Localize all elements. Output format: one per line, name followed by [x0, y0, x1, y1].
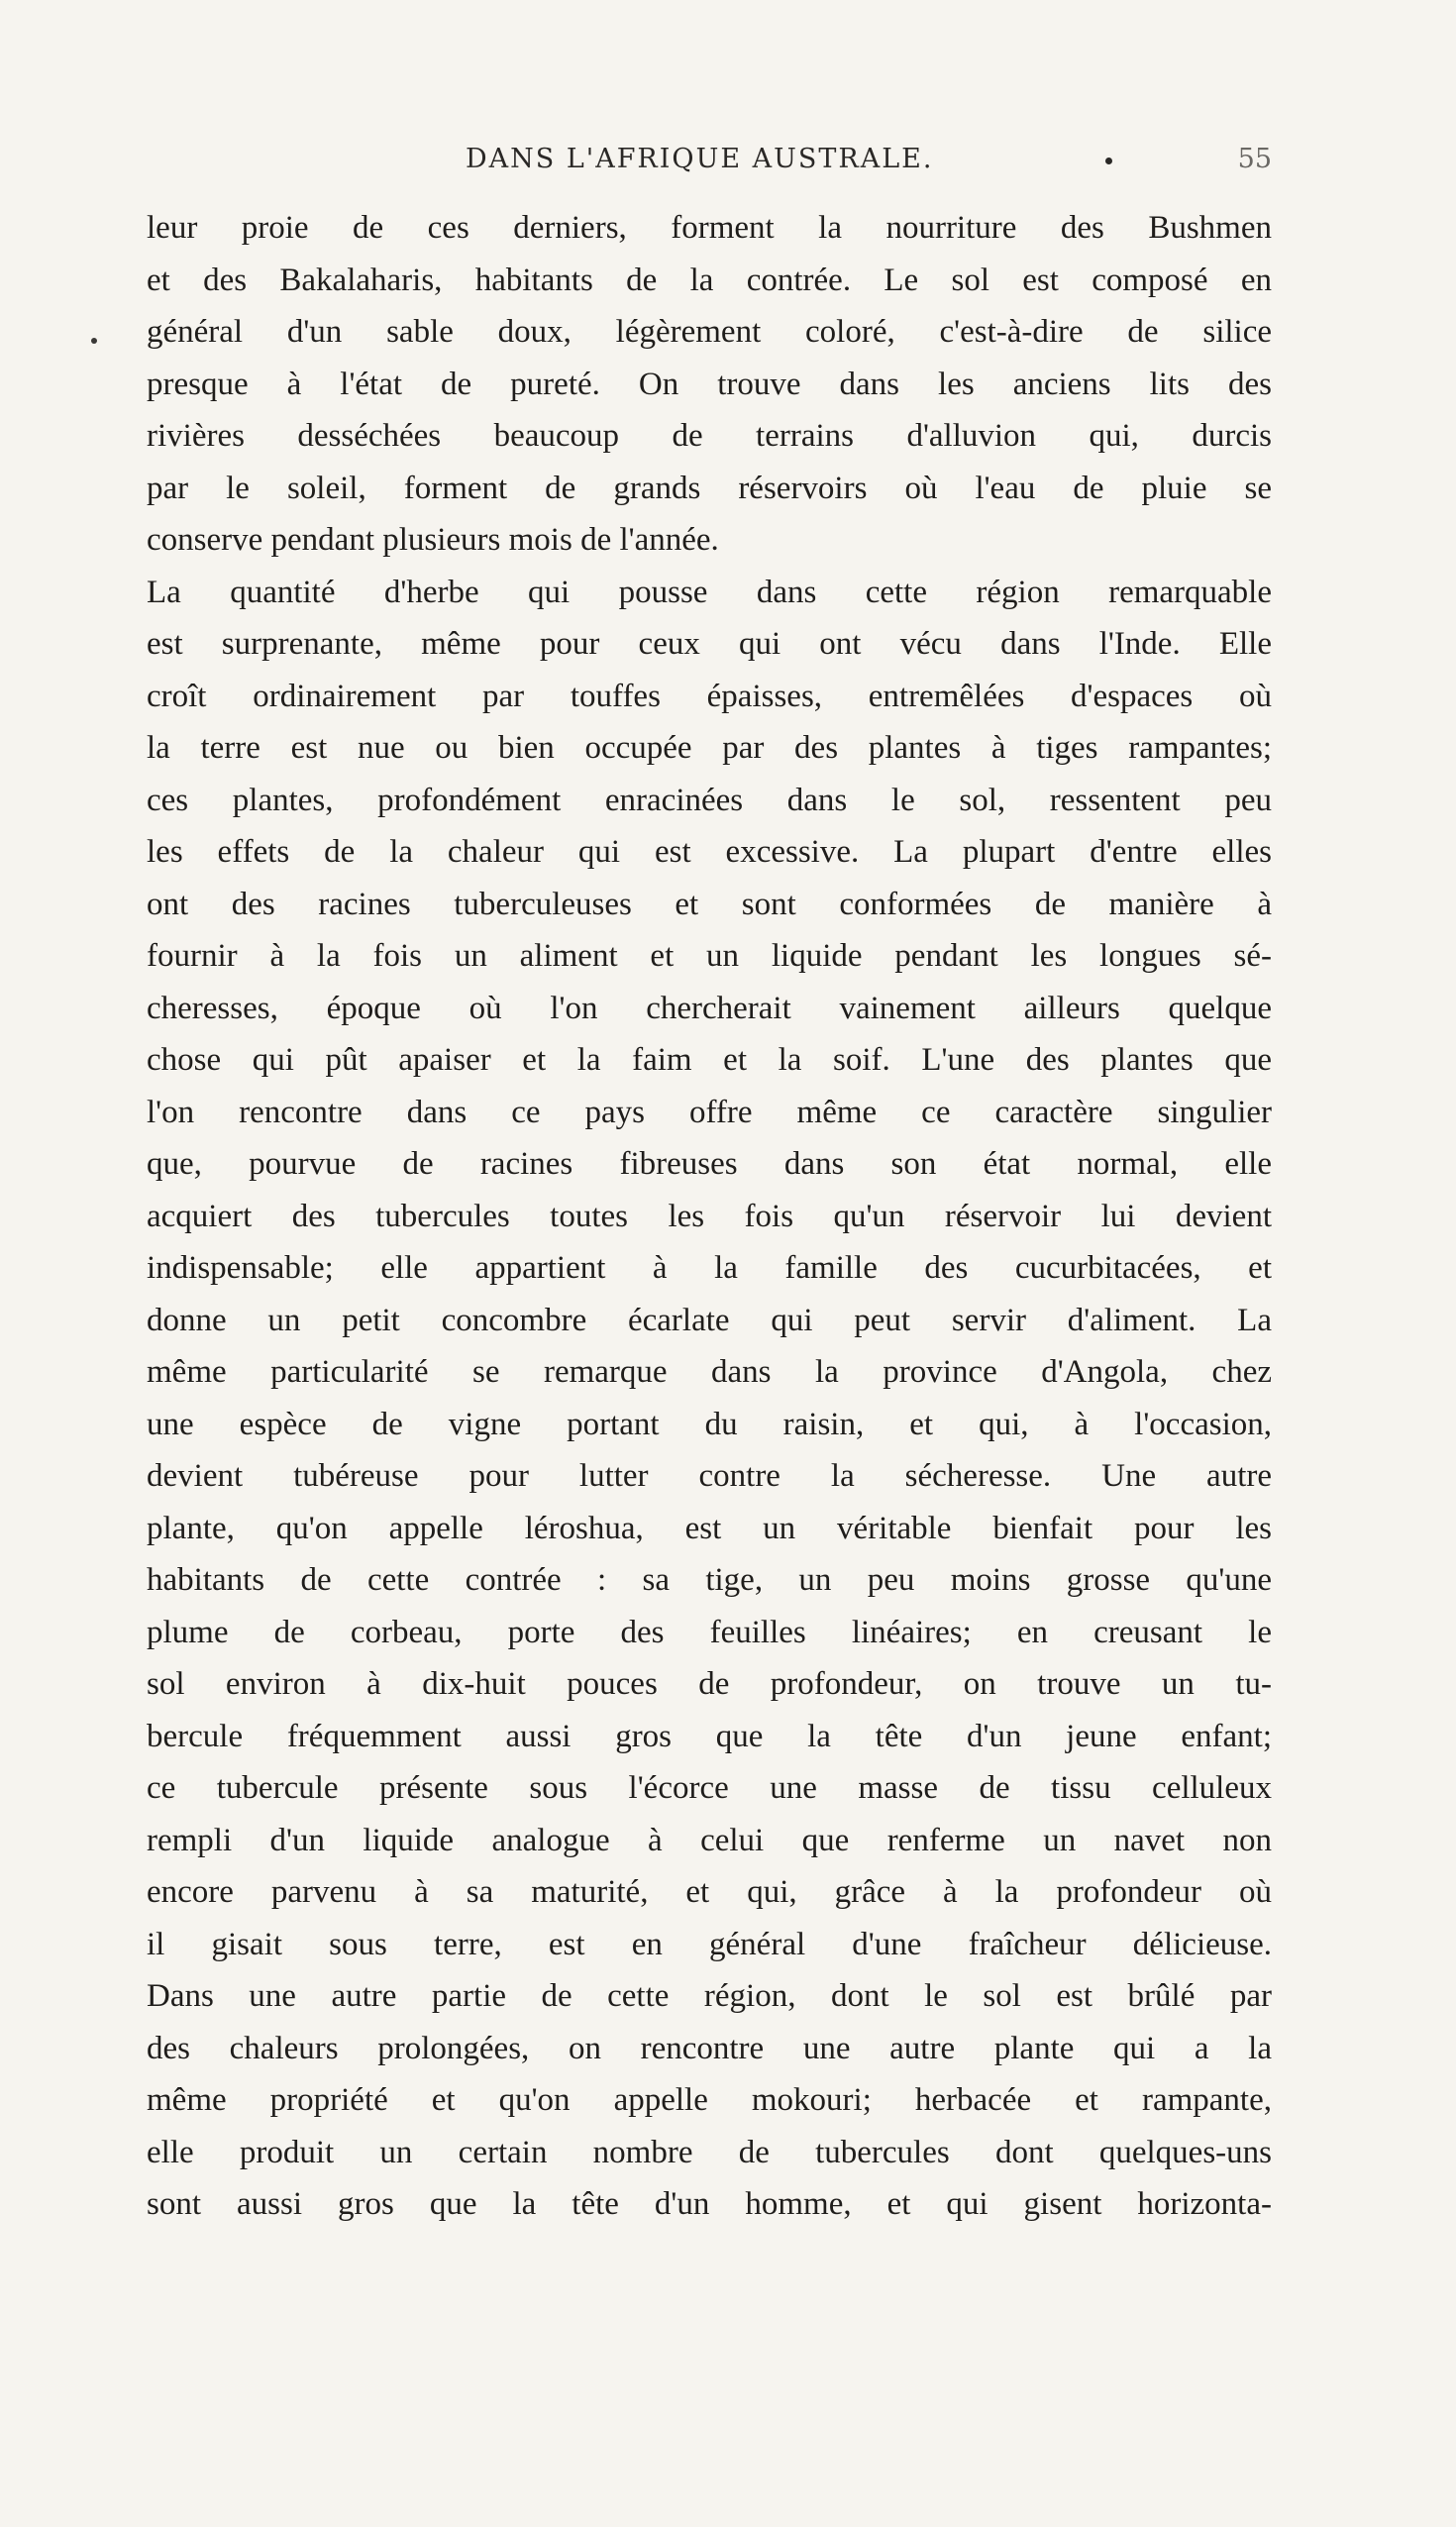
text-line: leur proie de ces derniers, forment la nourriture des Bushmen: [147, 210, 1272, 246]
text-line: chose qui pût apaiser et la faim et la soif. L'une des plantes que: [147, 1042, 1272, 1078]
text-line: que, pourvue de racines fibreuses dans son état normal, elle: [147, 1146, 1272, 1182]
body-text: [147, 202, 1272, 2231]
text-line: sol environ à dix-huit pouces de profondeur, on trouve un tu-: [147, 1666, 1272, 1702]
text-line: fournir à la fois un aliment et un liquide pendant les longues sé-: [147, 938, 1272, 974]
text-line: plume de corbeau, porte des feuilles linéaires; en creusant le: [147, 1614, 1272, 1650]
running-title: DANS L'AFRIQUE AUSTRALE.: [466, 144, 934, 174]
text-line: plante, qu'on appelle léroshua, est un véritable bienfait pour les: [147, 1510, 1272, 1546]
text-line: acquiert des tubercules toutes les fois qu'un réservoir lui devient: [147, 1198, 1272, 1234]
text-line: les effets de la chaleur qui est excessive. La plupart d'entre elles: [147, 834, 1272, 870]
text-line: encore parvenu à sa maturité, et qui, grâce à la profondeur où: [147, 1874, 1272, 1910]
text-line: conserve pendant plusieurs mois de l'année.: [147, 522, 719, 558]
running-head: [147, 144, 1272, 183]
text-line: et des Bakalaharis, habitants de la contrée. Le sol est composé en: [147, 262, 1272, 298]
text-line: Dans une autre partie de cette région, dont le sol est brûlé par: [147, 1978, 1272, 2014]
header-dot-mark: [1105, 158, 1112, 164]
margin-dot-mark: [91, 338, 97, 344]
text-line: il gisait sous terre, est en général d'une fraîcheur délicieuse.: [147, 1926, 1272, 1962]
text-line: est surprenante, même pour ceux qui ont vécu dans l'Inde. Elle: [147, 626, 1272, 662]
text-line: ces plantes, profondément enracinées dans le sol, ressentent peu: [147, 782, 1272, 818]
text-line: général d'un sable doux, légèrement coloré, c'est-à-dire de silice: [147, 314, 1272, 350]
text-line: presque à l'état de pureté. On trouve dans les anciens lits des: [147, 366, 1272, 402]
text-line: l'on rencontre dans ce pays offre même ce caractère singulier: [147, 1094, 1272, 1130]
text-line: rivières desséchées beaucoup de terrains d'alluvion qui, durcis: [147, 418, 1272, 454]
page-number: 55: [1237, 144, 1272, 174]
text-line: rempli d'un liquide analogue à celui que renferme un navet non: [147, 1822, 1272, 1858]
text-line: donne un petit concombre écarlate qui peut servir d'aliment. La: [147, 1302, 1272, 1338]
text-line: La quantité d'herbe qui pousse dans cette région remarquable: [147, 574, 1272, 610]
text-line: elle produit un certain nombre de tubercules dont quelques-uns: [147, 2134, 1272, 2170]
text-line: bercule fréquemment aussi gros que la tête d'un jeune enfant;: [147, 1718, 1272, 1754]
text-line: cheresses, époque où l'on chercherait vainement ailleurs quelque: [147, 990, 1272, 1026]
text-line: ont des racines tuberculeuses et sont conformées de manière à: [147, 886, 1272, 922]
text-line: par le soleil, forment de grands réservoirs où l'eau de pluie se: [147, 470, 1272, 506]
text-line: des chaleurs prolongées, on rencontre une autre plante qui a la: [147, 2030, 1272, 2066]
text-line: même propriété et qu'on appelle mokouri; herbacée et rampante,: [147, 2082, 1272, 2118]
text-line: indispensable; elle appartient à la famille des cucurbitacées, et: [147, 1250, 1272, 1286]
text-line: même particularité se remarque dans la province d'Angola, chez: [147, 1354, 1272, 1390]
text-line: une espèce de vigne portant du raisin, et qui, à l'occasion,: [147, 1406, 1272, 1442]
text-line: habitants de cette contrée : sa tige, un peu moins grosse qu'une: [147, 1562, 1272, 1598]
text-line: la terre est nue ou bien occupée par des plantes à tiges rampantes;: [147, 730, 1272, 766]
text-line: devient tubéreuse pour lutter contre la sécheresse. Une autre: [147, 1458, 1272, 1494]
text-line: ce tubercule présente sous l'écorce une masse de tissu celluleux: [147, 1770, 1272, 1806]
text-line: croît ordinairement par touffes épaisses, entremêlées d'espaces où: [147, 678, 1272, 714]
text-line: sont aussi gros que la tête d'un homme, et qui gisent horizonta-: [147, 2186, 1272, 2222]
